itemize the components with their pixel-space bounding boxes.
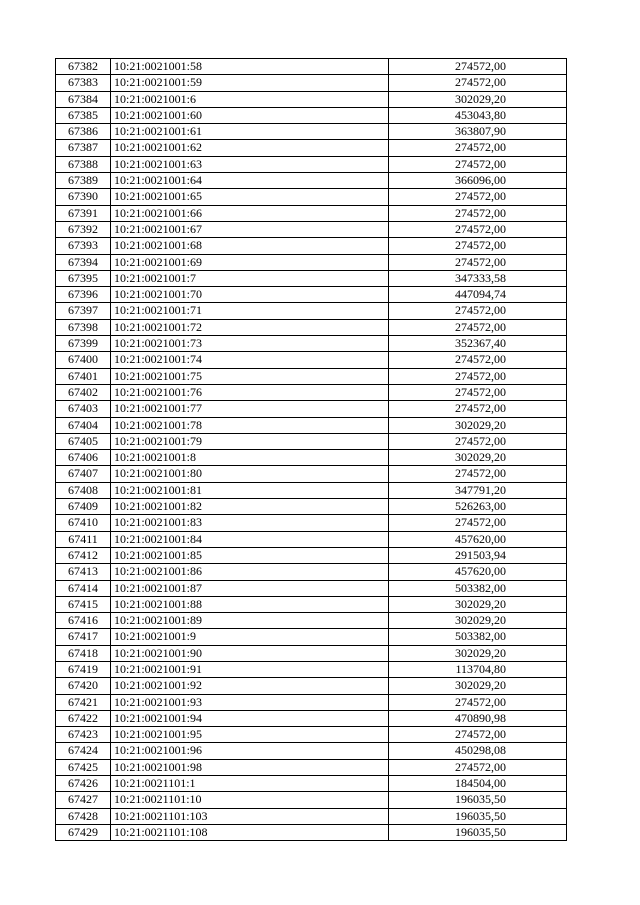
table-row (56, 140, 567, 156)
table-row (56, 499, 567, 515)
table-row (56, 710, 567, 726)
cadastral-number-cell: 10:21:0021001:64 (111, 173, 389, 189)
table-row (56, 319, 567, 335)
cadastral-value-cell: 274572,00 (389, 466, 567, 482)
table-row (56, 107, 567, 123)
table-row (56, 808, 567, 824)
table-row (56, 629, 567, 645)
row-number-cell: 67408 (56, 482, 111, 498)
cadastral-value-cell: 450298,08 (389, 743, 567, 759)
cadastral-value-cell: 457620,00 (389, 564, 567, 580)
cadastral-value-cell: 274572,00 (389, 221, 567, 237)
cadastral-value-cell: 274572,00 (389, 238, 567, 254)
row-number-cell: 67411 (56, 531, 111, 547)
row-number-cell: 67400 (56, 352, 111, 368)
cadastral-number-cell: 10:21:0021001:98 (111, 759, 389, 775)
cadastral-value-cell: 274572,00 (389, 368, 567, 384)
table-row (56, 792, 567, 808)
cadastral-number-cell: 10:21:0021001:62 (111, 140, 389, 156)
cadastral-value-cell: 470890,98 (389, 710, 567, 726)
row-number-cell: 67394 (56, 254, 111, 270)
row-number-cell: 67429 (56, 824, 111, 840)
row-number-cell: 67418 (56, 645, 111, 661)
cadastral-value-cell: 302029,20 (389, 596, 567, 612)
row-number-cell: 67393 (56, 238, 111, 254)
cadastral-value-cell: 352367,40 (389, 336, 567, 352)
cadastral-number-cell: 10:21:0021001:79 (111, 433, 389, 449)
cadastral-value-cell: 302029,20 (389, 417, 567, 433)
row-number-cell: 67388 (56, 156, 111, 172)
row-number-cell: 67415 (56, 596, 111, 612)
table-row (56, 368, 567, 384)
row-number-cell: 67423 (56, 727, 111, 743)
row-number-cell: 67391 (56, 205, 111, 221)
cadastral-number-cell: 10:21:0021001:9 (111, 629, 389, 645)
cadastral-value-cell: 274572,00 (389, 727, 567, 743)
table-row (56, 482, 567, 498)
cadastral-number-cell: 10:21:0021001:91 (111, 661, 389, 677)
cadastral-number-cell: 10:21:0021001:70 (111, 287, 389, 303)
cadastral-value-cell: 503382,00 (389, 629, 567, 645)
cadastral-number-cell: 10:21:0021001:82 (111, 499, 389, 515)
table-row (56, 466, 567, 482)
cadastral-value-cell: 274572,00 (389, 694, 567, 710)
table-row (56, 727, 567, 743)
row-number-cell: 67407 (56, 466, 111, 482)
row-number-cell: 67390 (56, 189, 111, 205)
cadastral-number-cell: 10:21:0021001:86 (111, 564, 389, 580)
row-number-cell: 67425 (56, 759, 111, 775)
cadastral-value-cell: 274572,00 (389, 303, 567, 319)
cadastral-value-cell: 274572,00 (389, 759, 567, 775)
table-row (56, 678, 567, 694)
table-row (56, 824, 567, 840)
cadastral-number-cell: 10:21:0021001:72 (111, 319, 389, 335)
cadastral-value-cell: 196035,50 (389, 808, 567, 824)
table-row (56, 515, 567, 531)
table-row (56, 645, 567, 661)
table-row (56, 91, 567, 107)
table-row (56, 433, 567, 449)
row-number-cell: 67386 (56, 124, 111, 140)
cadastral-value-cell: 274572,00 (389, 75, 567, 91)
cadastral-value-table (55, 58, 567, 841)
cadastral-value-cell: 113704,80 (389, 661, 567, 677)
cadastral-value-cell: 274572,00 (389, 384, 567, 400)
cadastral-number-cell: 10:21:0021101:10 (111, 792, 389, 808)
row-number-cell: 67402 (56, 384, 111, 400)
row-number-cell: 67398 (56, 319, 111, 335)
row-number-cell: 67410 (56, 515, 111, 531)
table-row (56, 661, 567, 677)
cadastral-number-cell: 10:21:0021001:69 (111, 254, 389, 270)
cadastral-value-cell: 274572,00 (389, 189, 567, 205)
cadastral-number-cell: 10:21:0021001:90 (111, 645, 389, 661)
row-number-cell: 67413 (56, 564, 111, 580)
table-row (56, 189, 567, 205)
row-number-cell: 67397 (56, 303, 111, 319)
cadastral-number-cell: 10:21:0021001:74 (111, 352, 389, 368)
table-row (56, 124, 567, 140)
cadastral-value-cell: 274572,00 (389, 433, 567, 449)
table-body (56, 59, 567, 841)
cadastral-value-cell: 447094,74 (389, 287, 567, 303)
table-row (56, 238, 567, 254)
table-row (56, 613, 567, 629)
cadastral-value-cell: 366096,00 (389, 173, 567, 189)
cadastral-number-cell: 10:21:0021101:108 (111, 824, 389, 840)
table-row (56, 352, 567, 368)
cadastral-number-cell: 10:21:0021001:75 (111, 368, 389, 384)
row-number-cell: 67396 (56, 287, 111, 303)
table-row (56, 694, 567, 710)
row-number-cell: 67401 (56, 368, 111, 384)
row-number-cell: 67421 (56, 694, 111, 710)
row-number-cell: 67399 (56, 336, 111, 352)
cadastral-number-cell: 10:21:0021001:6 (111, 91, 389, 107)
table-row (56, 596, 567, 612)
table-row (56, 303, 567, 319)
row-number-cell: 67419 (56, 661, 111, 677)
row-number-cell: 67385 (56, 107, 111, 123)
row-number-cell: 67420 (56, 678, 111, 694)
cadastral-number-cell: 10:21:0021001:84 (111, 531, 389, 547)
cadastral-value-cell: 274572,00 (389, 352, 567, 368)
row-number-cell: 67406 (56, 450, 111, 466)
cadastral-number-cell: 10:21:0021001:83 (111, 515, 389, 531)
cadastral-value-cell: 196035,50 (389, 792, 567, 808)
table-row (56, 156, 567, 172)
cadastral-number-cell: 10:21:0021001:76 (111, 384, 389, 400)
cadastral-value-cell: 184504,00 (389, 776, 567, 792)
cadastral-number-cell: 10:21:0021001:78 (111, 417, 389, 433)
cadastral-number-cell: 10:21:0021001:66 (111, 205, 389, 221)
row-number-cell: 67384 (56, 91, 111, 107)
table-row (56, 580, 567, 596)
cadastral-value-cell: 302029,20 (389, 645, 567, 661)
table-row (56, 401, 567, 417)
cadastral-number-cell: 10:21:0021001:67 (111, 221, 389, 237)
cadastral-number-cell: 10:21:0021001:94 (111, 710, 389, 726)
row-number-cell: 67424 (56, 743, 111, 759)
table-row (56, 384, 567, 400)
row-number-cell: 67403 (56, 401, 111, 417)
cadastral-number-cell: 10:21:0021001:92 (111, 678, 389, 694)
cadastral-number-cell: 10:21:0021001:93 (111, 694, 389, 710)
table-row (56, 743, 567, 759)
row-number-cell: 67404 (56, 417, 111, 433)
cadastral-value-cell: 196035,50 (389, 824, 567, 840)
cadastral-value-cell: 274572,00 (389, 205, 567, 221)
table-row (56, 776, 567, 792)
row-number-cell: 67426 (56, 776, 111, 792)
cadastral-number-cell: 10:21:0021001:95 (111, 727, 389, 743)
table-row (56, 205, 567, 221)
cadastral-value-cell: 274572,00 (389, 515, 567, 531)
row-number-cell: 67417 (56, 629, 111, 645)
cadastral-number-cell: 10:21:0021001:87 (111, 580, 389, 596)
cadastral-value-cell: 291503,94 (389, 547, 567, 563)
cadastral-value-cell: 457620,00 (389, 531, 567, 547)
cadastral-number-cell: 10:21:0021001:71 (111, 303, 389, 319)
row-number-cell: 67387 (56, 140, 111, 156)
table-row (56, 531, 567, 547)
cadastral-value-cell: 274572,00 (389, 59, 567, 75)
row-number-cell: 67422 (56, 710, 111, 726)
cadastral-value-cell: 302029,20 (389, 613, 567, 629)
row-number-cell: 67395 (56, 270, 111, 286)
table-row (56, 254, 567, 270)
table-row (56, 417, 567, 433)
row-number-cell: 67428 (56, 808, 111, 824)
cadastral-number-cell: 10:21:0021001:77 (111, 401, 389, 417)
cadastral-number-cell: 10:21:0021001:68 (111, 238, 389, 254)
table-row (56, 759, 567, 775)
cadastral-value-cell: 274572,00 (389, 254, 567, 270)
cadastral-value-cell: 274572,00 (389, 156, 567, 172)
cadastral-value-cell: 526263,00 (389, 499, 567, 515)
row-number-cell: 67409 (56, 499, 111, 515)
table-row (56, 547, 567, 563)
cadastral-number-cell: 10:21:0021001:65 (111, 189, 389, 205)
cadastral-number-cell: 10:21:0021001:8 (111, 450, 389, 466)
cadastral-number-cell: 10:21:0021001:61 (111, 124, 389, 140)
cadastral-number-cell: 10:21:0021001:80 (111, 466, 389, 482)
cadastral-value-cell: 302029,20 (389, 450, 567, 466)
row-number-cell: 67382 (56, 59, 111, 75)
cadastral-value-cell: 302029,20 (389, 678, 567, 694)
table-row (56, 59, 567, 75)
cadastral-value-cell: 363807,90 (389, 124, 567, 140)
cadastral-value-cell: 274572,00 (389, 140, 567, 156)
cadastral-number-cell: 10:21:0021001:89 (111, 613, 389, 629)
row-number-cell: 67405 (56, 433, 111, 449)
cadastral-value-cell: 453043,80 (389, 107, 567, 123)
table-row (56, 75, 567, 91)
table-row (56, 173, 567, 189)
row-number-cell: 67383 (56, 75, 111, 91)
table-row (56, 336, 567, 352)
row-number-cell: 67412 (56, 547, 111, 563)
cadastral-number-cell: 10:21:0021001:63 (111, 156, 389, 172)
row-number-cell: 67392 (56, 221, 111, 237)
cadastral-number-cell: 10:21:0021001:58 (111, 59, 389, 75)
cadastral-number-cell: 10:21:0021001:7 (111, 270, 389, 286)
table-row (56, 450, 567, 466)
cadastral-value-cell: 274572,00 (389, 401, 567, 417)
row-number-cell: 67414 (56, 580, 111, 596)
row-number-cell: 67416 (56, 613, 111, 629)
cadastral-value-cell: 274572,00 (389, 319, 567, 335)
row-number-cell: 67427 (56, 792, 111, 808)
table-row (56, 221, 567, 237)
cadastral-value-cell: 347791,20 (389, 482, 567, 498)
cadastral-value-cell: 503382,00 (389, 580, 567, 596)
cadastral-number-cell: 10:21:0021001:73 (111, 336, 389, 352)
cadastral-value-cell: 347333,58 (389, 270, 567, 286)
table-row (56, 287, 567, 303)
table-row (56, 564, 567, 580)
table-row (56, 270, 567, 286)
row-number-cell: 67389 (56, 173, 111, 189)
cadastral-number-cell: 10:21:0021001:85 (111, 547, 389, 563)
cadastral-number-cell: 10:21:0021001:96 (111, 743, 389, 759)
cadastral-number-cell: 10:21:0021001:60 (111, 107, 389, 123)
cadastral-number-cell: 10:21:0021001:81 (111, 482, 389, 498)
cadastral-value-cell: 302029,20 (389, 91, 567, 107)
cadastral-number-cell: 10:21:0021101:1 (111, 776, 389, 792)
cadastral-number-cell: 10:21:0021101:103 (111, 808, 389, 824)
cadastral-number-cell: 10:21:0021001:88 (111, 596, 389, 612)
cadastral-number-cell: 10:21:0021001:59 (111, 75, 389, 91)
